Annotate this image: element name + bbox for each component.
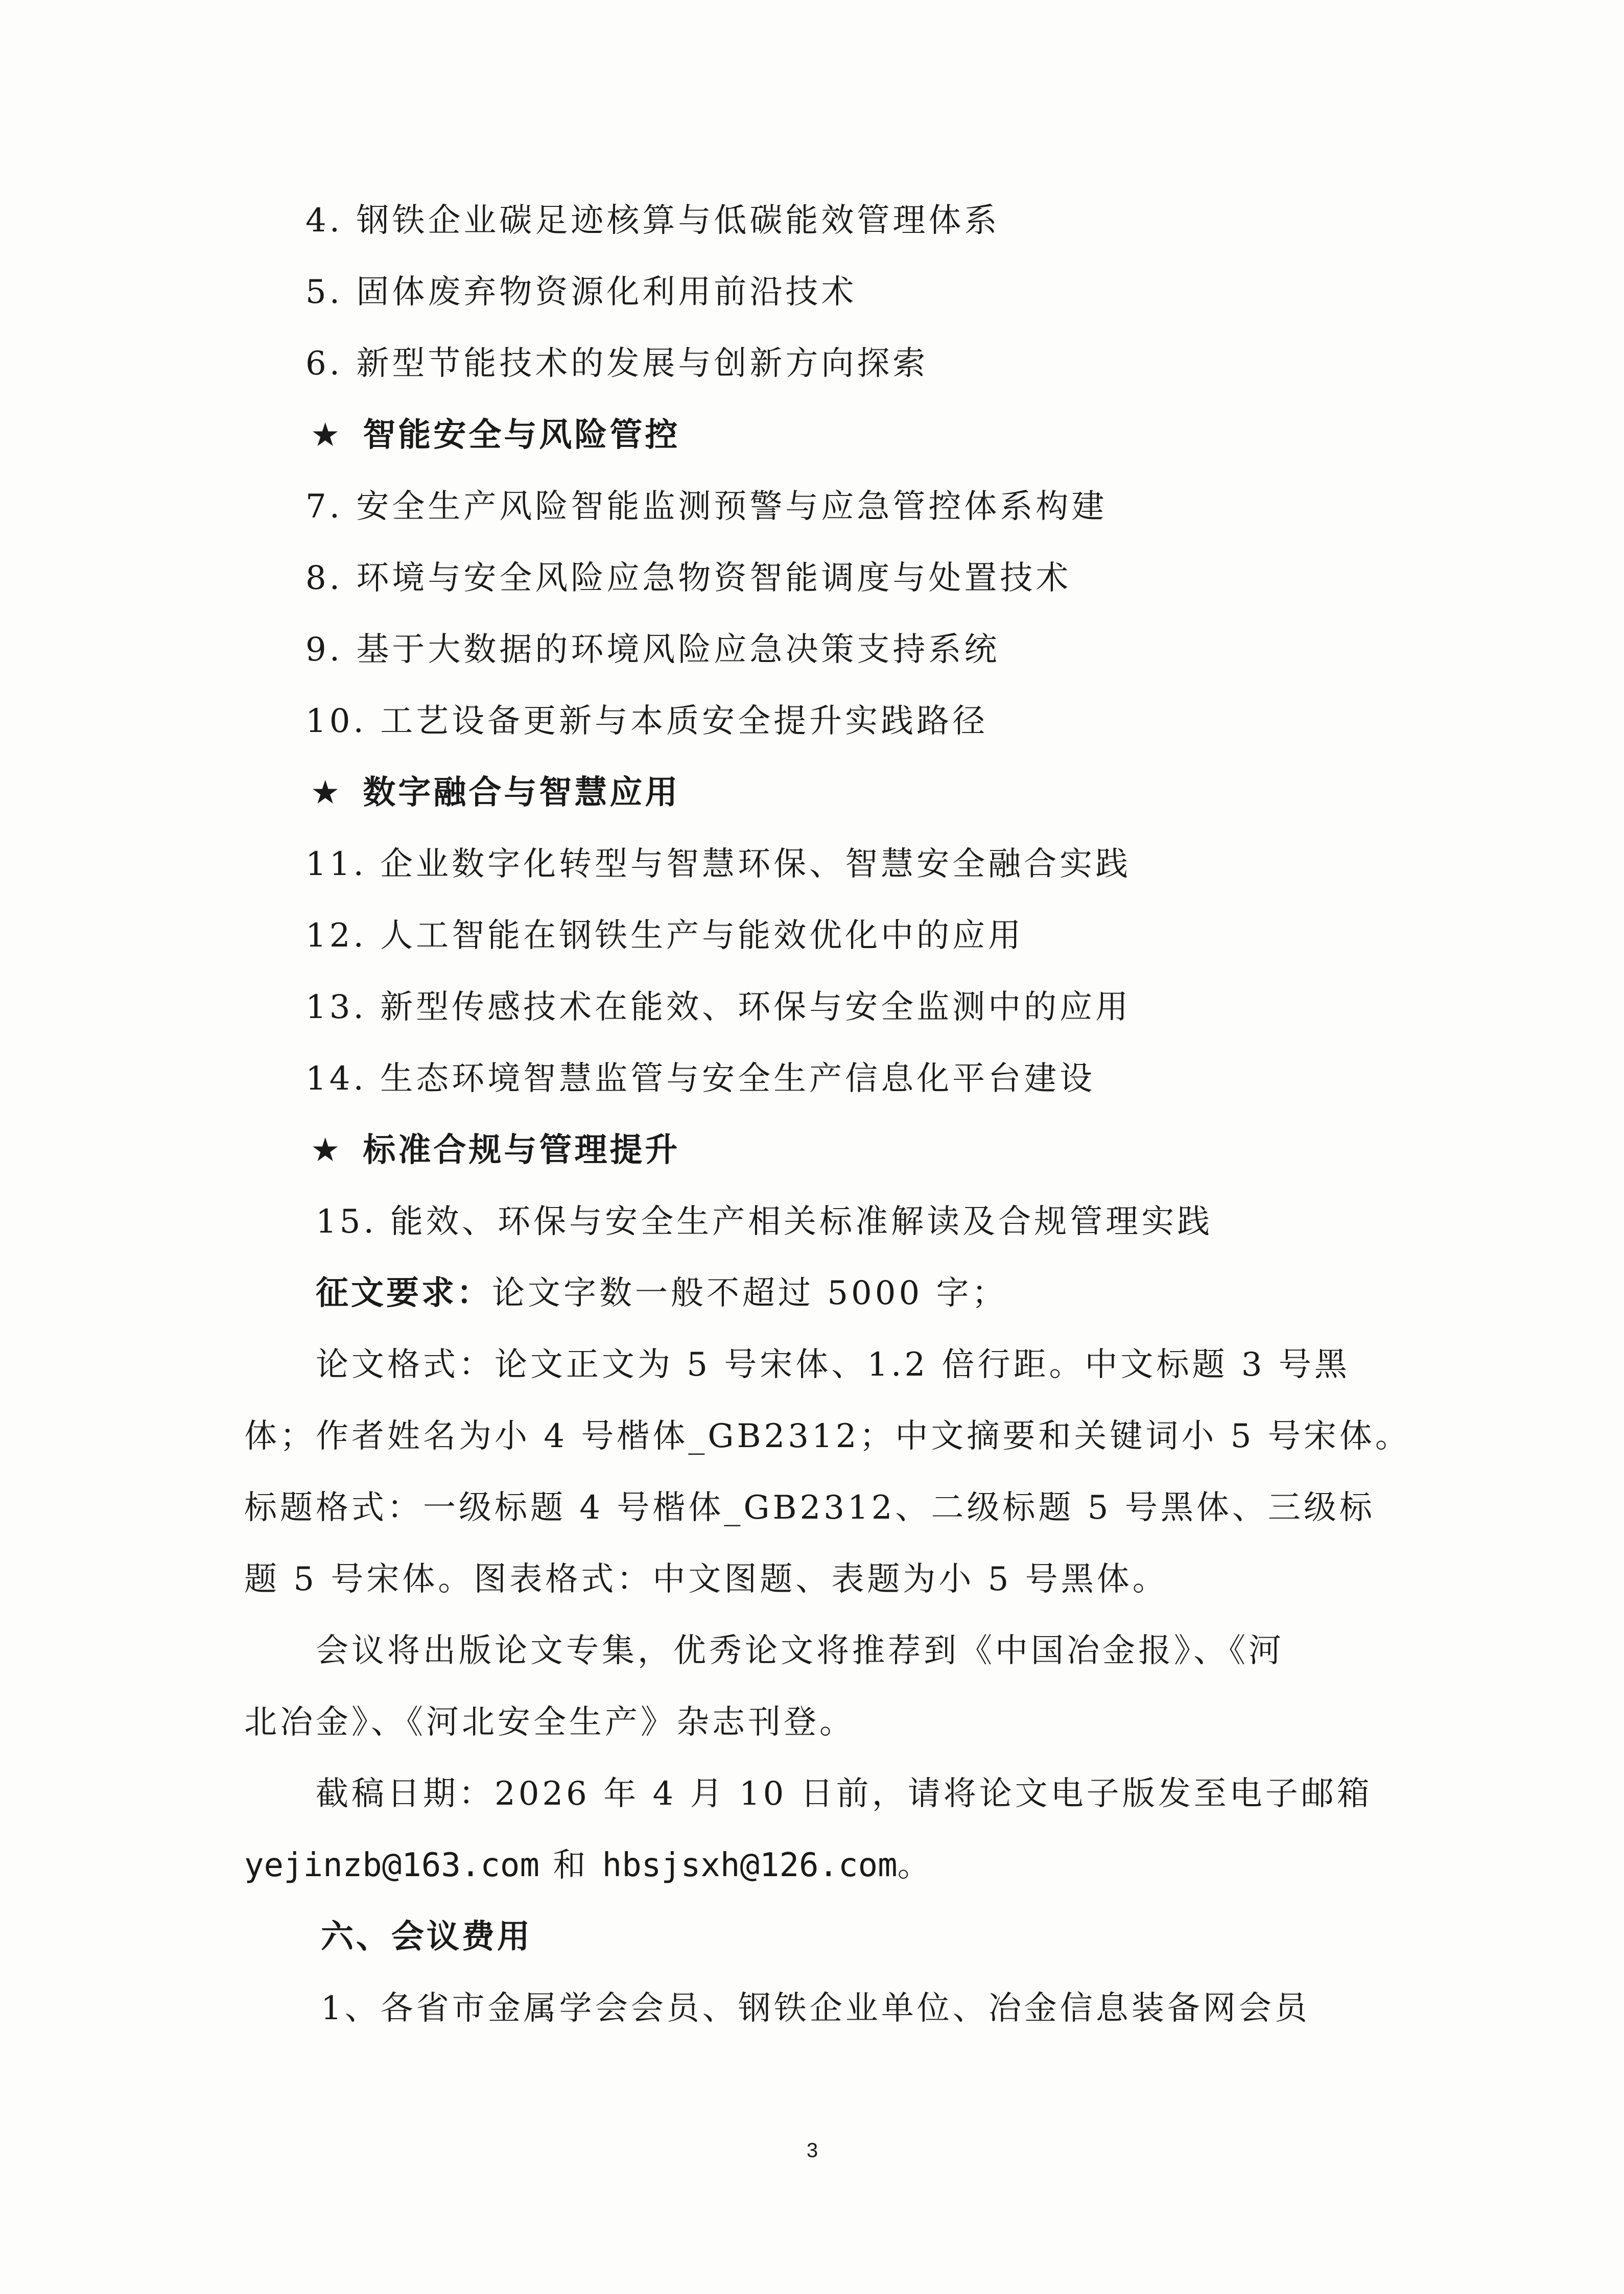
format-line-2: 体；作者姓名为小 4 号楷体_GB2312；中文摘要和关键词小 5 号宋体。 [244, 1417, 1411, 1455]
star-icon: ★ [311, 416, 343, 454]
topic-item-9: 9. 基于大数据的环境风险应急决策支持系统 [305, 631, 1000, 669]
deadline-line-1: 截稿日期：2026 年 4 月 10 日前，请将论文电子版发至电子邮箱 [316, 1775, 1373, 1813]
star-icon: ★ [311, 1131, 343, 1169]
fees-line-1: 1、各省市金属学会会员、钢铁企业单位、冶金信息装备网会员 [321, 1990, 1310, 2027]
requirements-text: 论文字数一般不超过 5000 字； [492, 1274, 1008, 1312]
section-heading-text: 智能安全与风险管控 [363, 416, 680, 454]
format-line-3: 标题格式：一级标题 4 号楷体_GB2312、二级标题 5 号黑体、三级标 [244, 1489, 1375, 1527]
topic-item-6: 6. 新型节能技术的发展与创新方向探索 [305, 345, 929, 383]
topic-item-15: 15. 能效、环保与安全生产相关标准解读及合规管理实践 [316, 1203, 1213, 1241]
topic-item-8: 8. 环境与安全风险应急物资智能调度与处置技术 [305, 559, 1072, 597]
email-address[interactable]: hbsjsxh@126.com [602, 1847, 898, 1884]
publication-line-2: 北冶金》、《河北安全生产》杂志刊登。 [244, 1704, 855, 1741]
topic-item-7: 7. 安全生产风险智能监测预警与应急管控体系构建 [305, 488, 1108, 526]
section-heading-text: 标准合规与管理提升 [363, 1131, 680, 1169]
topic-item-10: 10. 工艺设备更新与本质安全提升实践路径 [305, 702, 988, 740]
topic-item-5: 5. 固体废弃物资源化利用前沿技术 [305, 273, 857, 311]
email-address[interactable]: yejinzb@163.com [244, 1847, 539, 1884]
section-heading-text: 数字融合与智慧应用 [363, 774, 680, 812]
page-number: 3 [806, 2139, 818, 2162]
conjunction-text: 和 [553, 1847, 589, 1884]
publication-line-1: 会议将出版论文专集，优秀论文将推荐到《中国冶金报》、《河 [316, 1632, 1284, 1670]
requirements-label: 征文要求： [316, 1274, 492, 1312]
section-heading-standards [311, 1130, 680, 1171]
requirements-paragraph [316, 1273, 1008, 1314]
section-heading-digital-fusion [311, 772, 680, 813]
fees-heading: 六、会议费用 [321, 1918, 532, 1956]
topic-item-13: 13. 新型传感技术在能效、环保与安全监测中的应用 [305, 988, 1132, 1026]
topic-item-12: 12. 人工智能在钢铁生产与能效优化中的应用 [305, 917, 1024, 955]
topic-item-14: 14. 生态环境智慧监管与安全生产信息化平台建设 [305, 1060, 1096, 1098]
topic-item-4: 4. 钢铁企业碳足迹核算与低碳能效管理体系 [305, 202, 1000, 240]
topic-item-11: 11. 企业数字化转型与智慧环保、智慧安全融合实践 [305, 845, 1132, 883]
sentence-end: 。 [897, 1847, 933, 1884]
format-line-4: 题 5 号宋体。图表格式：中文图题、表题为小 5 号黑体。 [244, 1560, 1168, 1598]
format-line-1: 论文格式：论文正文为 5 号宋体、1.2 倍行距。中文标题 3 号黑 [316, 1346, 1350, 1384]
star-icon: ★ [311, 774, 343, 812]
section-heading-smart-safety [311, 415, 680, 456]
deadline-line-2 [244, 1845, 933, 1886]
